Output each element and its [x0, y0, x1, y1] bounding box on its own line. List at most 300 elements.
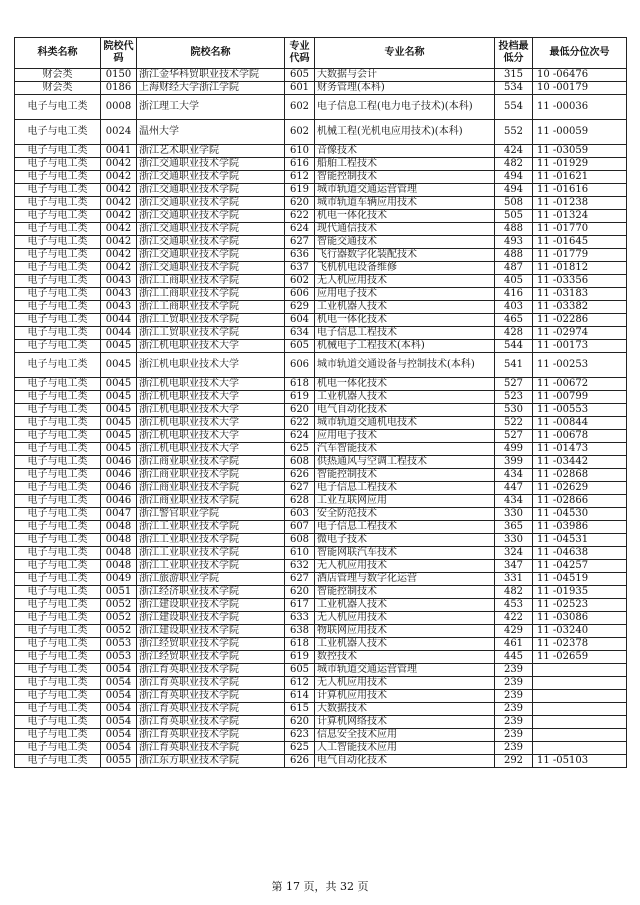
major-name-cell: 信息安全技术应用	[315, 729, 495, 742]
major-name-cell: 汽车智能技术	[315, 443, 495, 456]
min-rank-cell: 11 -00059	[533, 120, 627, 145]
major-code-cell: 602	[285, 120, 315, 145]
school-name-cell: 浙江建设职业技术学院	[137, 625, 285, 638]
min-score-cell: 239	[495, 742, 533, 755]
table-row	[15, 599, 627, 612]
major-name-cell: 无人机应用技术	[315, 560, 495, 573]
header-major-name: 专业名称	[315, 38, 495, 69]
major-name-cell: 数控技术	[315, 651, 495, 664]
major-name-cell: 城市轨道车辆应用技术	[315, 197, 495, 210]
category-cell: 电子与电工类	[15, 353, 101, 378]
page-footer: 第 17 页，共 32 页	[271, 880, 369, 893]
category-cell: 电子与电工类	[15, 547, 101, 560]
major-name-cell: 机电一体化技术	[315, 378, 495, 391]
min-rank-cell: 11 -01324	[533, 210, 627, 223]
category-cell: 电子与电工类	[15, 430, 101, 443]
major-name-cell: 船舶工程技术	[315, 158, 495, 171]
school-code-cell: 0046	[101, 495, 137, 508]
min-rank-cell: 11 -04257	[533, 560, 627, 573]
min-score-cell: 527	[495, 378, 533, 391]
major-code-cell: 625	[285, 742, 315, 755]
min-score-cell: 239	[495, 703, 533, 716]
school-code-cell: 0042	[101, 262, 137, 275]
min-rank-cell	[533, 664, 627, 677]
category-cell: 电子与电工类	[15, 677, 101, 690]
school-name-cell: 浙江交通职业技术学院	[137, 197, 285, 210]
category-cell: 电子与电工类	[15, 275, 101, 288]
school-code-cell: 0042	[101, 197, 137, 210]
min-rank-cell: 11 -01779	[533, 249, 627, 262]
school-name-cell: 浙江警官职业学院	[137, 508, 285, 521]
school-code-cell: 0045	[101, 340, 137, 353]
min-rank-cell: 11 -00672	[533, 378, 627, 391]
table-row	[15, 301, 627, 314]
header-school-name: 院校名称	[137, 38, 285, 69]
table-row	[15, 391, 627, 404]
min-rank-cell: 11 -04519	[533, 573, 627, 586]
category-cell: 电子与电工类	[15, 404, 101, 417]
school-code-cell: 0042	[101, 184, 137, 197]
table-row	[15, 677, 627, 690]
min-rank-cell: 11 -04638	[533, 547, 627, 560]
school-code-cell: 0046	[101, 482, 137, 495]
category-cell: 电子与电工类	[15, 197, 101, 210]
school-name-cell: 浙江商业职业技术学院	[137, 456, 285, 469]
category-cell: 电子与电工类	[15, 586, 101, 599]
major-name-cell: 飞机机电设备维修	[315, 262, 495, 275]
major-code-cell: 636	[285, 249, 315, 262]
category-cell: 电子与电工类	[15, 755, 101, 768]
school-name-cell: 浙江工商职业技术学院	[137, 301, 285, 314]
school-name-cell: 浙江商业职业技术学院	[137, 482, 285, 495]
category-cell: 电子与电工类	[15, 703, 101, 716]
major-code-cell: 618	[285, 378, 315, 391]
min-score-cell: 399	[495, 456, 533, 469]
category-cell: 电子与电工类	[15, 210, 101, 223]
min-score-cell: 499	[495, 443, 533, 456]
category-cell: 电子与电工类	[15, 716, 101, 729]
major-name-cell: 城市轨道交通运营管理	[315, 184, 495, 197]
major-name-cell: 人工智能技术应用	[315, 742, 495, 755]
school-code-cell: 0045	[101, 391, 137, 404]
school-code-cell: 0008	[101, 95, 137, 120]
school-name-cell: 浙江育英职业技术学院	[137, 742, 285, 755]
school-code-cell: 0052	[101, 599, 137, 612]
school-name-cell: 浙江交通职业技术学院	[137, 223, 285, 236]
school-name-cell: 浙江建设职业技术学院	[137, 612, 285, 625]
major-code-cell: 627	[285, 573, 315, 586]
school-name-cell: 浙江工商职业技术学院	[137, 275, 285, 288]
school-name-cell: 浙江经贸职业技术学院	[137, 651, 285, 664]
table-row	[15, 703, 627, 716]
school-name-cell: 浙江旅游职业学院	[137, 573, 285, 586]
major-code-cell: 638	[285, 625, 315, 638]
major-name-cell: 机械工程(光机电应用技术)(本科)	[315, 120, 495, 145]
min-score-cell: 331	[495, 573, 533, 586]
school-name-cell: 浙江交通职业技术学院	[137, 171, 285, 184]
school-name-cell: 温州大学	[137, 120, 285, 145]
category-cell: 电子与电工类	[15, 236, 101, 249]
school-name-cell: 浙江工贸职业技术学院	[137, 314, 285, 327]
school-name-cell: 浙江交通职业技术学院	[137, 249, 285, 262]
school-name-cell: 上海财经大学浙江学院	[137, 82, 285, 95]
major-code-cell: 619	[285, 651, 315, 664]
school-name-cell: 浙江机电职业技术大学	[137, 443, 285, 456]
major-name-cell: 飞行器数字化装配技术	[315, 249, 495, 262]
school-code-cell: 0041	[101, 145, 137, 158]
min-score-cell: 434	[495, 495, 533, 508]
major-name-cell: 城市轨道交通机电技术	[315, 417, 495, 430]
min-score-cell: 347	[495, 560, 533, 573]
school-code-cell: 0045	[101, 417, 137, 430]
category-cell: 电子与电工类	[15, 171, 101, 184]
major-name-cell: 电子信息工程(电力电子技术)(本科)	[315, 95, 495, 120]
table-row	[15, 69, 627, 82]
school-code-cell: 0054	[101, 664, 137, 677]
min-score-cell: 239	[495, 729, 533, 742]
school-name-cell: 浙江育英职业技术学院	[137, 716, 285, 729]
major-name-cell: 城市轨道交通设备与控制技术(本科)	[315, 353, 495, 378]
category-cell: 电子与电工类	[15, 95, 101, 120]
major-code-cell: 623	[285, 729, 315, 742]
category-cell: 电子与电工类	[15, 249, 101, 262]
min-score-cell: 403	[495, 301, 533, 314]
min-rank-cell: 11 -02286	[533, 314, 627, 327]
min-rank-cell: 11 -03442	[533, 456, 627, 469]
major-name-cell: 大数据技术	[315, 703, 495, 716]
table-row	[15, 378, 627, 391]
major-code-cell: 610	[285, 547, 315, 560]
school-code-cell: 0053	[101, 638, 137, 651]
category-cell: 电子与电工类	[15, 145, 101, 158]
category-cell: 电子与电工类	[15, 469, 101, 482]
school-name-cell: 浙江交通职业技术学院	[137, 262, 285, 275]
min-rank-cell: 11 -02523	[533, 599, 627, 612]
major-name-cell: 工业机器人技术	[315, 599, 495, 612]
major-name-cell: 无人机应用技术	[315, 677, 495, 690]
min-rank-cell: 11 -02868	[533, 469, 627, 482]
min-score-cell: 493	[495, 236, 533, 249]
major-code-cell: 602	[285, 275, 315, 288]
major-name-cell: 电子信息工程技术	[315, 482, 495, 495]
category-cell: 电子与电工类	[15, 120, 101, 145]
min-rank-cell	[533, 716, 627, 729]
school-name-cell: 浙江经济职业技术学院	[137, 586, 285, 599]
school-code-cell: 0054	[101, 690, 137, 703]
min-rank-cell: 11 -01770	[533, 223, 627, 236]
min-score-cell: 508	[495, 197, 533, 210]
major-name-cell: 电子信息工程技术	[315, 327, 495, 340]
major-name-cell: 城市轨道交通运营管理	[315, 664, 495, 677]
school-code-cell: 0042	[101, 236, 137, 249]
major-name-cell: 工业机器人技术	[315, 638, 495, 651]
school-code-cell: 0052	[101, 612, 137, 625]
school-name-cell: 浙江机电职业技术大学	[137, 417, 285, 430]
major-code-cell: 612	[285, 171, 315, 184]
major-code-cell: 627	[285, 236, 315, 249]
table-row	[15, 314, 627, 327]
school-name-cell: 浙江机电职业技术大学	[137, 430, 285, 443]
school-name-cell: 浙江艺术职业学院	[137, 145, 285, 158]
major-name-cell: 智能控制技术	[315, 586, 495, 599]
category-cell: 电子与电工类	[15, 521, 101, 534]
school-name-cell: 浙江工业职业技术学院	[137, 547, 285, 560]
min-rank-cell: 11 -04531	[533, 534, 627, 547]
min-rank-cell	[533, 742, 627, 755]
school-name-cell: 浙江交通职业技术学院	[137, 210, 285, 223]
major-name-cell: 工业机器人技术	[315, 301, 495, 314]
table-row	[15, 625, 627, 638]
school-name-cell: 浙江机电职业技术大学	[137, 391, 285, 404]
table-row	[15, 755, 627, 768]
table-row	[15, 184, 627, 197]
table-row	[15, 521, 627, 534]
min-rank-cell: 11 -03356	[533, 275, 627, 288]
school-code-cell: 0045	[101, 430, 137, 443]
min-rank-cell: 11 -03059	[533, 145, 627, 158]
min-score-cell: 544	[495, 340, 533, 353]
major-name-cell: 机电一体化技术	[315, 210, 495, 223]
min-score-cell: 488	[495, 249, 533, 262]
category-cell: 电子与电工类	[15, 651, 101, 664]
table-row	[15, 482, 627, 495]
min-score-cell: 482	[495, 586, 533, 599]
category-cell: 电子与电工类	[15, 417, 101, 430]
table-row	[15, 120, 627, 145]
school-name-cell: 浙江经贸职业技术学院	[137, 638, 285, 651]
min-score-cell: 447	[495, 482, 533, 495]
min-rank-cell	[533, 703, 627, 716]
major-name-cell: 电气自动化技术	[315, 755, 495, 768]
table-row	[15, 495, 627, 508]
category-cell: 电子与电工类	[15, 378, 101, 391]
school-name-cell: 浙江商业职业技术学院	[137, 495, 285, 508]
major-code-cell: 608	[285, 456, 315, 469]
major-name-cell: 应用电子技术	[315, 288, 495, 301]
min-rank-cell: 11 -05103	[533, 755, 627, 768]
major-code-cell: 624	[285, 223, 315, 236]
major-code-cell: 619	[285, 184, 315, 197]
major-name-cell: 无人机应用技术	[315, 275, 495, 288]
category-cell: 电子与电工类	[15, 495, 101, 508]
school-code-cell: 0054	[101, 742, 137, 755]
min-rank-cell: 10 -06476	[533, 69, 627, 82]
school-code-cell: 0053	[101, 651, 137, 664]
category-cell: 电子与电工类	[15, 508, 101, 521]
table-row	[15, 197, 627, 210]
school-code-cell: 0045	[101, 353, 137, 378]
min-rank-cell: 11 -03240	[533, 625, 627, 638]
category-cell: 电子与电工类	[15, 612, 101, 625]
major-name-cell: 音像技术	[315, 145, 495, 158]
school-code-cell: 0043	[101, 301, 137, 314]
category-cell: 电子与电工类	[15, 729, 101, 742]
min-score-cell: 453	[495, 599, 533, 612]
school-code-cell: 0042	[101, 171, 137, 184]
category-cell: 电子与电工类	[15, 391, 101, 404]
major-code-cell: 607	[285, 521, 315, 534]
min-rank-cell: 11 -00253	[533, 353, 627, 378]
min-rank-cell: 11 -02659	[533, 651, 627, 664]
min-score-cell: 292	[495, 755, 533, 768]
major-name-cell: 工业机器人技术	[315, 391, 495, 404]
category-cell: 电子与电工类	[15, 638, 101, 651]
min-rank-cell	[533, 729, 627, 742]
table-row	[15, 288, 627, 301]
school-name-cell: 浙江机电职业技术大学	[137, 378, 285, 391]
min-score-cell: 424	[495, 145, 533, 158]
min-rank-cell: 11 -02866	[533, 495, 627, 508]
school-name-cell: 浙江机电职业技术大学	[137, 353, 285, 378]
major-name-cell: 无人机应用技术	[315, 612, 495, 625]
major-name-cell: 电气自动化技术	[315, 404, 495, 417]
major-code-cell: 614	[285, 690, 315, 703]
school-code-cell: 0042	[101, 210, 137, 223]
school-code-cell: 0048	[101, 547, 137, 560]
table-body	[15, 69, 627, 768]
header-category: 科类名称	[15, 38, 101, 69]
major-code-cell: 617	[285, 599, 315, 612]
school-code-cell: 0046	[101, 469, 137, 482]
table-row	[15, 82, 627, 95]
table-row	[15, 469, 627, 482]
school-name-cell: 浙江工业职业技术学院	[137, 560, 285, 573]
major-name-cell: 智能控制技术	[315, 469, 495, 482]
min-rank-cell: 11 -02974	[533, 327, 627, 340]
school-name-cell: 浙江交通职业技术学院	[137, 158, 285, 171]
category-cell: 电子与电工类	[15, 573, 101, 586]
major-name-cell: 物联网应用技术	[315, 625, 495, 638]
major-code-cell: 601	[285, 82, 315, 95]
major-name-cell: 大数据与会计	[315, 69, 495, 82]
min-score-cell: 530	[495, 404, 533, 417]
school-code-cell: 0052	[101, 625, 137, 638]
major-code-cell: 629	[285, 301, 315, 314]
min-score-cell: 488	[495, 223, 533, 236]
school-code-cell: 0045	[101, 443, 137, 456]
major-name-cell: 工业互联网应用	[315, 495, 495, 508]
min-score-cell: 239	[495, 677, 533, 690]
table-row	[15, 534, 627, 547]
school-code-cell: 0042	[101, 249, 137, 262]
category-cell: 电子与电工类	[15, 534, 101, 547]
major-code-cell: 627	[285, 482, 315, 495]
category-cell: 电子与电工类	[15, 456, 101, 469]
school-name-cell: 浙江工业职业技术学院	[137, 521, 285, 534]
table-row	[15, 742, 627, 755]
min-rank-cell: 11 -00844	[533, 417, 627, 430]
min-score-cell: 239	[495, 690, 533, 703]
school-code-cell: 0045	[101, 378, 137, 391]
school-code-cell: 0048	[101, 521, 137, 534]
school-code-cell: 0042	[101, 158, 137, 171]
major-name-cell: 供热通风与空调工程技术	[315, 456, 495, 469]
major-name-cell: 应用电子技术	[315, 430, 495, 443]
min-rank-cell: 11 -01621	[533, 171, 627, 184]
table-row	[15, 158, 627, 171]
table-row	[15, 236, 627, 249]
major-name-cell: 财务管理(本科)	[315, 82, 495, 95]
category-cell: 电子与电工类	[15, 158, 101, 171]
school-name-cell: 浙江工贸职业技术学院	[137, 327, 285, 340]
min-score-cell: 239	[495, 664, 533, 677]
min-score-cell: 428	[495, 327, 533, 340]
table-row	[15, 547, 627, 560]
min-rank-cell: 11 -03086	[533, 612, 627, 625]
min-score-cell: 405	[495, 275, 533, 288]
school-code-cell: 0054	[101, 716, 137, 729]
min-rank-cell: 11 -02378	[533, 638, 627, 651]
category-cell: 财会类	[15, 69, 101, 82]
table-row	[15, 638, 627, 651]
table-row	[15, 430, 627, 443]
table-row	[15, 729, 627, 742]
major-code-cell: 624	[285, 430, 315, 443]
major-code-cell: 605	[285, 340, 315, 353]
major-code-cell: 634	[285, 327, 315, 340]
min-score-cell: 315	[495, 69, 533, 82]
table-row	[15, 95, 627, 120]
min-rank-cell: 11 -00173	[533, 340, 627, 353]
category-cell: 电子与电工类	[15, 482, 101, 495]
min-rank-cell: 11 -01935	[533, 586, 627, 599]
major-code-cell: 625	[285, 443, 315, 456]
category-cell: 电子与电工类	[15, 443, 101, 456]
table-row	[15, 353, 627, 378]
school-name-cell: 浙江商业职业技术学院	[137, 469, 285, 482]
major-name-cell: 智能网联汽车技术	[315, 547, 495, 560]
school-code-cell: 0044	[101, 314, 137, 327]
major-code-cell: 619	[285, 391, 315, 404]
major-code-cell: 606	[285, 353, 315, 378]
school-name-cell: 浙江机电职业技术大学	[137, 340, 285, 353]
major-name-cell: 计算机应用技术	[315, 690, 495, 703]
min-score-cell: 523	[495, 391, 533, 404]
school-name-cell: 浙江交通职业技术学院	[137, 184, 285, 197]
school-code-cell: 0024	[101, 120, 137, 145]
major-code-cell: 620	[285, 197, 315, 210]
table-row	[15, 327, 627, 340]
header-min-rank: 最低分位次号	[533, 38, 627, 69]
table-row	[15, 573, 627, 586]
category-cell: 电子与电工类	[15, 288, 101, 301]
min-score-cell: 554	[495, 95, 533, 120]
major-code-cell: 637	[285, 262, 315, 275]
min-score-cell: 487	[495, 262, 533, 275]
school-code-cell: 0043	[101, 275, 137, 288]
major-code-cell: 616	[285, 158, 315, 171]
school-code-cell: 0055	[101, 755, 137, 768]
major-name-cell: 安全防范技术	[315, 508, 495, 521]
min-score-cell: 541	[495, 353, 533, 378]
major-code-cell: 605	[285, 664, 315, 677]
major-name-cell: 机械电子工程技术(本科)	[315, 340, 495, 353]
major-code-cell: 626	[285, 469, 315, 482]
min-rank-cell: 11 -00553	[533, 404, 627, 417]
category-cell: 电子与电工类	[15, 340, 101, 353]
table-row	[15, 586, 627, 599]
major-name-cell: 机电一体化技术	[315, 314, 495, 327]
min-rank-cell: 11 -04530	[533, 508, 627, 521]
school-name-cell: 浙江建设职业技术学院	[137, 599, 285, 612]
min-rank-cell: 11 -01645	[533, 236, 627, 249]
major-name-cell: 智能控制技术	[315, 171, 495, 184]
school-code-cell: 0051	[101, 586, 137, 599]
school-code-cell: 0150	[101, 69, 137, 82]
min-rank-cell: 11 -03183	[533, 288, 627, 301]
major-code-cell: 626	[285, 755, 315, 768]
school-code-cell: 0042	[101, 223, 137, 236]
